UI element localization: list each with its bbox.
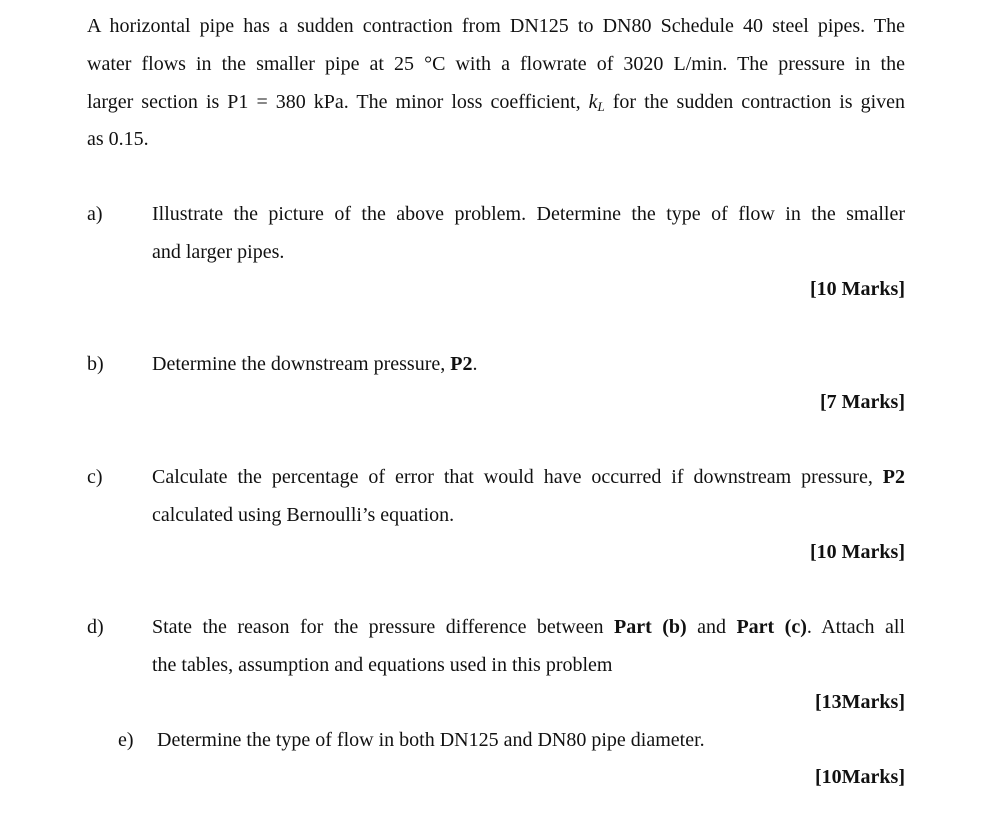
loss-coefficient-symbol: $k_L$ [588, 91, 605, 114]
part-d-label: d) [87, 616, 104, 638]
part-c-label: c) [87, 466, 103, 488]
part-e-marks: [10Marks] [815, 766, 905, 788]
part-c-marks: [10 Marks] [810, 541, 905, 563]
part-d-line-1: State the reason for the pressure difference between Part (b) and Part (c). Attach all [152, 616, 905, 638]
part-c-line-1: Calculate the percentage of error that would have occurred if downstream pressure, P2 [152, 466, 905, 488]
intro-line-4: as 0.15. [87, 128, 149, 150]
part-d-marks: [13Marks] [815, 691, 905, 713]
part-b-line-1: Determine the downstream pressure, P2. [152, 353, 478, 375]
part-a-label: a) [87, 203, 103, 225]
part-c-line-2: calculated using Bernoulli’s equation. [152, 504, 455, 526]
intro-line-3: larger section is P1 = 380 kPa. The minor loss coefficient, $k_L$ for the sudden contraction is given [87, 91, 905, 114]
part-b-marks: [7 Marks] [820, 391, 905, 413]
part-a-line-2: and larger pipes. [152, 241, 285, 263]
part-d-line-2: the tables, assumption and equations used in this problem [152, 654, 613, 676]
part-a-marks: [10 Marks] [810, 278, 905, 300]
intro-line-2: water flows in the smaller pipe at 25 °C with a flowrate of 3020 L/min. The pressure in the [87, 53, 905, 75]
part-a-line-1: Illustrate the picture of the above problem. Determine the type of flow in the smaller [152, 203, 905, 225]
part-b-label: b) [87, 353, 104, 375]
part-e-line-1: Determine the type of flow in both DN125 and DN80 pipe diameter. [157, 729, 705, 751]
part-e-label: e) [118, 729, 134, 751]
intro-line-1: A horizontal pipe has a sudden contraction from DN125 to DN80 Schedule 40 steel pipes. The [87, 15, 905, 37]
